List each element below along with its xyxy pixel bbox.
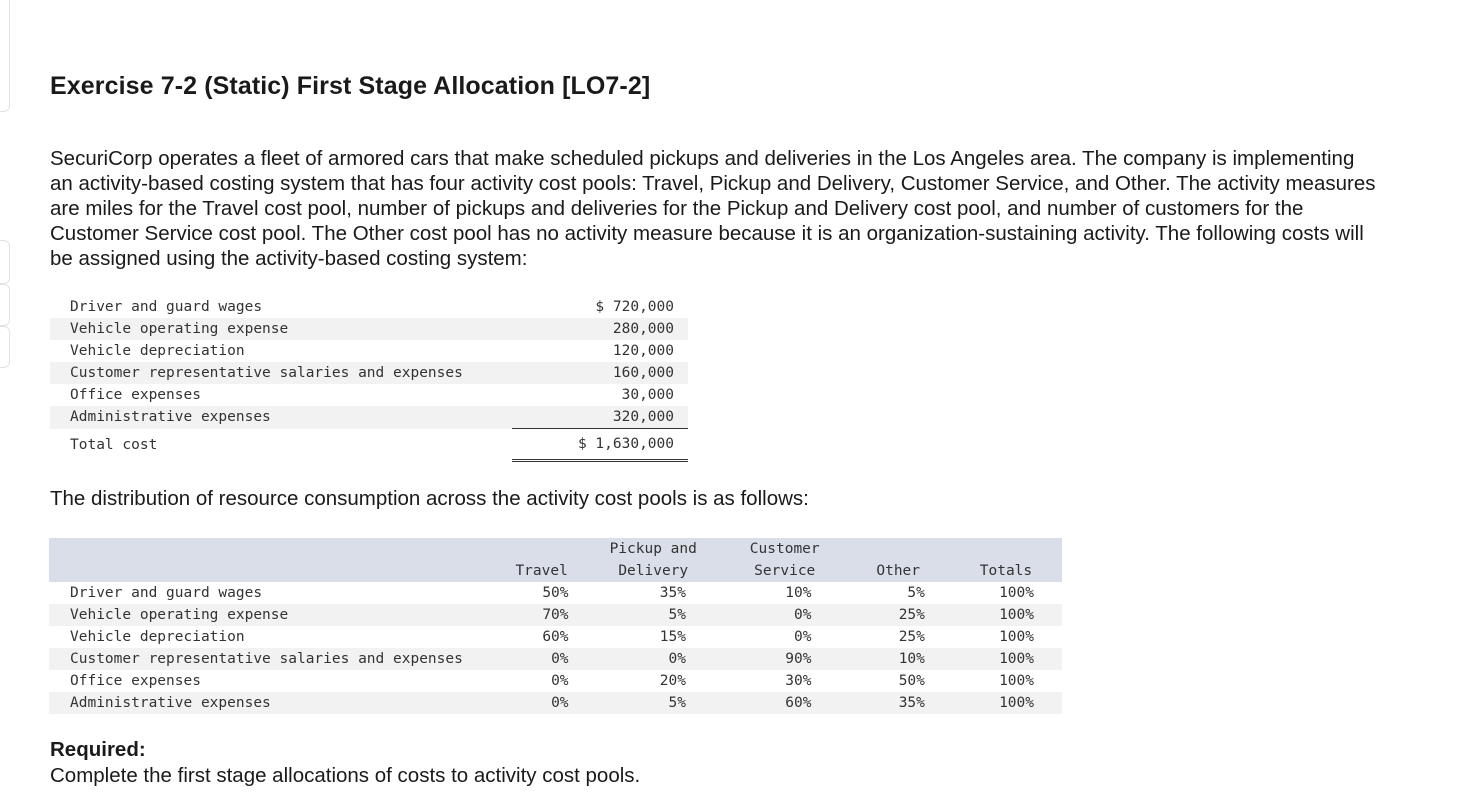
other-pct: 25%	[898, 629, 925, 645]
customer-pct: 10%	[785, 585, 812, 601]
other-pct: 10%	[847, 648, 950, 670]
header-customer-service	[723, 538, 847, 582]
side-nav-tab[interactable]	[0, 284, 10, 326]
side-panel-card	[0, 0, 10, 112]
header-travel-label: Travel	[515, 563, 568, 579]
distribution-header-row	[49, 538, 1062, 582]
totals-pct: 100%	[950, 692, 1062, 714]
problem-description: SecuriCorp operates a fleet of armored cars that make scheduled pickups and deliveries in the Los Angeles area. The company is implementing an activity-based costing system that has four activity cost pools: Travel, Pickup and Delivery, Customer Service, and Other. The activity measures are miles for the Travel cost pool, number of pickups and deliveries for the Pickup and Delivery cost pool, and number of customers for the Customer Service cost pool. The Other cost pool has no activity measure because it is an organization-sustaining activity. The following costs will be assigned using the activity-based costing system:	[50, 147, 1376, 270]
other-pct: 5%	[907, 585, 925, 601]
customer-pct: 60%	[723, 692, 847, 714]
travel-pct: 0%	[500, 692, 584, 714]
totals-pct: 100%	[999, 673, 1034, 689]
cost-amount: 320,000	[512, 406, 688, 429]
cost-row	[50, 406, 688, 429]
distribution-row	[49, 648, 1062, 670]
total-cost-amount: $ 1,630,000	[512, 429, 688, 461]
pickup-pct: 35%	[659, 585, 686, 601]
header-blank	[49, 538, 500, 582]
cost-label: Vehicle operating expense	[50, 318, 512, 340]
row-label: Vehicle operating expense	[49, 604, 500, 626]
cost-label: Administrative expenses	[50, 406, 512, 429]
cost-row	[50, 340, 688, 362]
travel-pct: 60%	[542, 629, 569, 645]
cost-row	[50, 362, 688, 384]
customer-pct: 90%	[723, 648, 847, 670]
header-travel	[500, 538, 584, 582]
required-instruction: Complete the first stage allocations of costs to activity cost pools.	[50, 764, 641, 787]
totals-pct: 100%	[950, 604, 1062, 626]
cost-label: Driver and guard wages	[70, 299, 263, 315]
totals-pct: 100%	[999, 629, 1034, 645]
totals-pct: 100%	[999, 585, 1034, 601]
row-label: Administrative expenses	[49, 692, 500, 714]
other-pct: 25%	[847, 604, 950, 626]
header-other-label: Other	[876, 563, 921, 579]
pickup-pct: 5%	[584, 692, 723, 714]
pickup-pct: 0%	[584, 648, 723, 670]
cost-total-row	[50, 429, 688, 461]
other-pct: 35%	[847, 692, 950, 714]
cost-table	[50, 296, 688, 462]
distribution-row	[49, 604, 1062, 626]
travel-pct: 50%	[542, 585, 569, 601]
totals-pct: 100%	[950, 648, 1062, 670]
side-nav-tab[interactable]	[0, 240, 10, 284]
cost-label: Customer representative salaries and expenses	[50, 362, 512, 384]
distribution-row	[49, 582, 1062, 604]
pickup-pct: 5%	[584, 604, 723, 626]
total-cost-label: Total cost	[70, 436, 158, 453]
cost-amount: 120,000	[612, 343, 674, 359]
header-totals-label: Totals	[979, 563, 1033, 579]
header-other	[847, 538, 950, 582]
cost-row	[50, 296, 688, 318]
customer-pct: 30%	[785, 673, 812, 689]
required-heading: Required:	[50, 738, 146, 761]
customer-pct: 0%	[723, 604, 847, 626]
distribution-table	[49, 538, 1062, 714]
cost-label: Vehicle depreciation	[70, 343, 245, 359]
header-pickup-line2: Delivery	[618, 563, 689, 579]
row-label: Driver and guard wages	[70, 585, 263, 601]
pickup-pct: 15%	[659, 629, 686, 645]
other-pct: 50%	[898, 673, 925, 689]
pickup-pct: 20%	[659, 673, 686, 689]
distribution-row	[49, 670, 1062, 692]
row-label: Customer representative salaries and expenses	[49, 648, 500, 670]
cost-amount: $ 720,000	[595, 299, 674, 315]
customer-pct: 0%	[794, 629, 812, 645]
cost-amount: 160,000	[512, 362, 688, 384]
distribution-row	[49, 626, 1062, 648]
cost-amount: 280,000	[512, 318, 688, 340]
row-label: Vehicle depreciation	[70, 629, 245, 645]
cost-amount: 30,000	[621, 387, 674, 403]
header-pickup-delivery	[584, 538, 723, 582]
cost-row	[50, 318, 688, 340]
travel-pct: 0%	[500, 648, 584, 670]
header-customer-line1: Customer	[749, 541, 820, 557]
cost-row	[50, 384, 688, 406]
header-pickup-line1: Pickup and	[609, 541, 697, 557]
travel-pct: 0%	[551, 673, 569, 689]
header-totals	[950, 538, 1062, 582]
exercise-title: Exercise 7-2 (Static) First Stage Allocation [LO7-2]	[50, 72, 651, 100]
travel-pct: 70%	[500, 604, 584, 626]
cost-label: Office expenses	[70, 387, 201, 403]
row-label: Office expenses	[70, 673, 201, 689]
header-customer-line2: Service	[754, 563, 816, 579]
distribution-row	[49, 692, 1062, 714]
side-nav-tab[interactable]	[0, 326, 10, 368]
distribution-intro: The distribution of resource consumption across the activity cost pools is as follows:	[50, 487, 809, 510]
